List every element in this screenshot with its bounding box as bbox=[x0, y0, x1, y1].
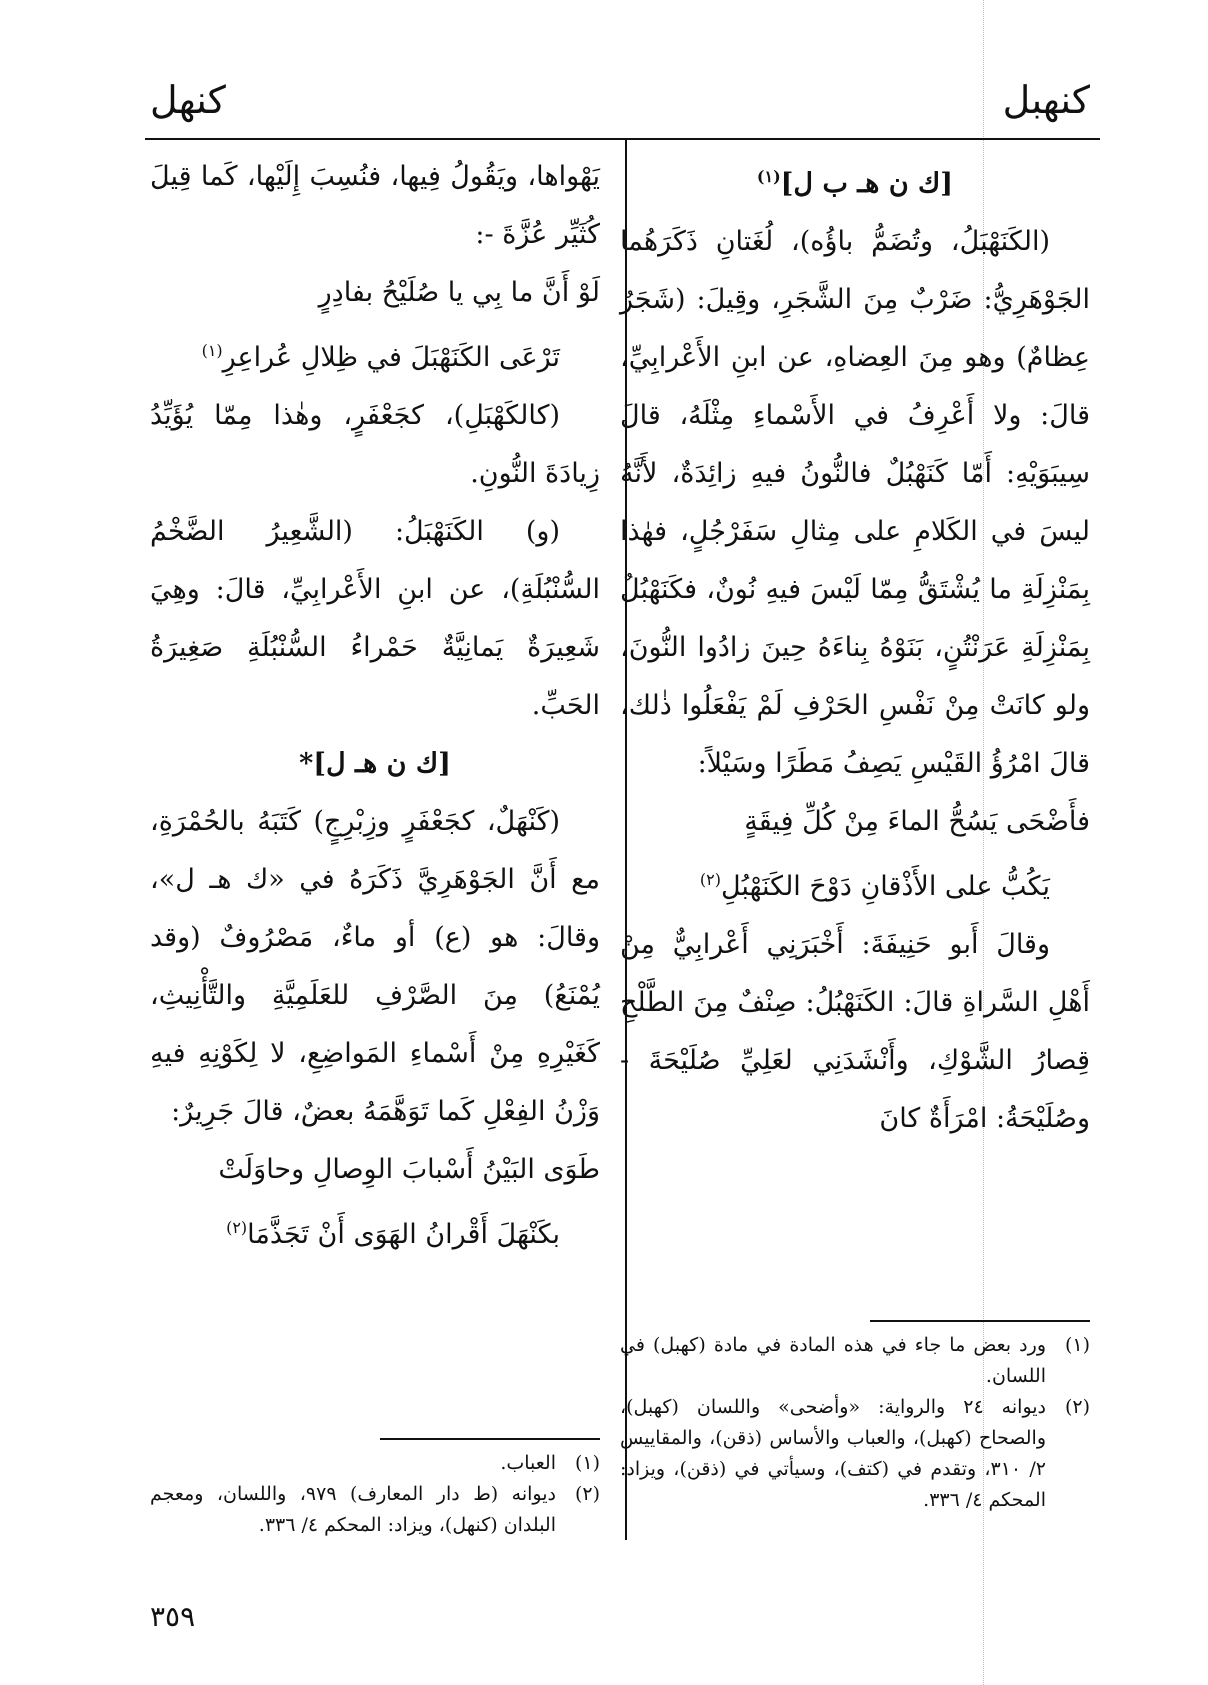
footnote-ref: (١) bbox=[756, 167, 781, 186]
footnote bbox=[620, 1330, 1090, 1392]
footnote-rule bbox=[870, 1320, 1090, 1322]
right-column bbox=[620, 148, 1090, 1148]
footnote-text: ديوانه ٢٤ والرواية: «وأضحى» واللسان (كهبل)، والصحاح (كهبل)، والعباب والأساس (ذقن)، والمقاييس ٢/ ٣١٠، وتقدم في (كتف)، وسيأتي في (ذقن)، ويزاد: المحكم ٤/ ٣٣٦. bbox=[620, 1396, 1047, 1511]
entry-heading-text: [ك ن هـ ب ل] bbox=[780, 168, 954, 199]
footnote bbox=[150, 1448, 600, 1479]
footnote-rule bbox=[380, 1438, 600, 1440]
footnote-number: (١) bbox=[574, 1452, 600, 1474]
footnote-text: ديوانه (ط دار المعارف) ٩٧٩، واللسان، ومعجم البلدان (كنهل)، ويزاد: المحكم ٤/ ٣٣٦. bbox=[150, 1483, 556, 1536]
running-header-right: كنهبل bbox=[1002, 78, 1090, 122]
verse-text: بكَنْهَلَ أَقْرانُ الهَوَى أَنْ تَجَذَّمَا bbox=[247, 1219, 560, 1250]
footnote-ref: (١) bbox=[201, 341, 223, 360]
verse-line: طَوَى البَيْنُ أَسْبابَ الوِصالِ وحاوَلَتْ bbox=[218, 1154, 600, 1185]
verse-line: لَوْ أَنَّ ما بِي يا صُلَيْحُ بفادِرٍ bbox=[318, 277, 600, 308]
header-rule bbox=[145, 138, 1100, 140]
entry-heading-knhl: [ك ن هـ ل]* bbox=[299, 748, 451, 779]
verse-text: يَكُبُّ على الأَذْقانِ دَوْحَ الكَنَهْبُلِ bbox=[720, 871, 1050, 902]
left-column bbox=[150, 148, 600, 1264]
paragraph: (و) الكَنَهْبَلُ: (الشَّعِيرُ الضَّخْمُ السُّنْبُلَةِ)، عن ابنِ الأَعْرابِيِّ، قالَ: وهِيَ شَعِيرَةٌ يَمانِيَّةٌ حَمْراءُ السُّنْبُلَةِ صَغِيرَةُ الحَبِّ. bbox=[150, 516, 600, 721]
footnote-number: (١) bbox=[1064, 1334, 1090, 1356]
paragraph: (الكَنَهْبَلُ، وتُضَمُّ باؤُه)، لُغَتانِ ذَكَرَهُما الجَوْهَرِيُّ: ضَرْبٌ مِنَ الشَّجَرِ، وقِيلَ: (شَجَرٌ عِظامٌ) وهو مِنَ العِضاهِ، عن ابنِ الأَعْرابِيِّ، قالَ: ولا أَعْرِفُ في الأَسْماءِ مِثْلَهُ، قالَ سِيبَوَيْهِ: أَمّا كَنَهْبُلٌ فالنُّونُ فيهِ زائِدَةٌ، لأَنَّهُ ليسَ في الكَلامِ على مِثالِ سَفَرْجُلٍ، فهٰذا بِمَنْزِلَةِ ما يُشْتَقُّ مِمّا لَيْسَ فيهِ نُونٌ، فكَنَهْبُلٌ بِمَنْزِلَةِ عَرَنْتُنٍ، بَنَوْهُ بِناءَهُ حِينَ زادُوا النُّونَ، ولو كانَتْ مِنْ نَفْسِ الحَرْفِ لَمْ يَفْعَلُوا ذٰلك، قالَ امْرُؤُ القَيْسِ يَصِفُ مَطَرًا وسَيْلاً: bbox=[620, 226, 1090, 779]
footnote-text: ورد بعض ما جاء في هذه المادة في مادة (كهبل) في اللسان. bbox=[620, 1334, 1046, 1387]
footnote-text: العباب. bbox=[500, 1452, 556, 1474]
paragraph: يَهْواها، ويَقُولُ فِيها، فنُسِبَ إِلَيْها، كَما قِيلَ كُثَيِّر عُزَّةَ -: bbox=[150, 161, 600, 250]
verse-line bbox=[150, 322, 600, 387]
running-header-left: كنهل bbox=[150, 78, 226, 122]
footnote bbox=[150, 1479, 600, 1541]
footnote bbox=[620, 1392, 1090, 1516]
verse-text: تَرْعَى الكَنَهْبَلَ في ظِلالِ عُراعِرِ bbox=[222, 342, 560, 373]
verse-line bbox=[150, 1199, 600, 1264]
footnote-number: (٢) bbox=[574, 1483, 600, 1505]
footnote-ref: (٢) bbox=[699, 870, 721, 889]
footnote-number: (٢) bbox=[1064, 1396, 1091, 1418]
paragraph: وقالَ أَبو حَنِيفَةَ: أَخْبَرَنِي أَعْرابِيٌّ مِنْ أَهْلِ السَّراةِ قالَ: الكَنَهْبُلُ: صِنْفٌ مِنَ الطَّلْحِ قِصارُ الشَّوْكِ، وأَنْشَدَنِي لعَلِيِّ صُلَيْحَةَ - وصُلَيْحَةُ: امْرَأَةٌ كانَ bbox=[620, 929, 1090, 1134]
entry-heading-knhbl bbox=[620, 148, 1090, 213]
entry-body bbox=[150, 148, 600, 1264]
entry-body bbox=[620, 213, 1090, 1148]
page-number: ٣٥٩ bbox=[150, 1600, 196, 1633]
paragraph: (كَنْهَلٌ، كجَعْفَرٍ وزِبْرِجٍ) كَتَبَهُ بالحُمْرَةِ، مع أَنَّ الجَوْهَرِيَّ ذَكَرَهُ في «ك هـ ل»، وقالَ: هو (ع) أو ماءٌ، مَصْرُوفٌ (وقد يُمْنَعُ) مِنَ الصَّرْفِ للعَلَمِيَّةِ والتَّأْنِيثِ، كَغَيْرِهِ مِنْ أَسْماءِ المَواضِعِ، لا لِكَوْنِهِ فيهِ وَزْنُ الفِعْلِ كَما تَوَهَّمَهُ بعضٌ، قالَ جَرِيرٌ: bbox=[150, 806, 600, 1127]
footnotes-left bbox=[150, 1448, 600, 1541]
verse-line: فأَضْحَى يَسُحُّ الماءَ مِنْ كُلِّ فِيقَةٍ bbox=[744, 806, 1090, 837]
footnote-ref: (٢) bbox=[226, 1218, 248, 1237]
verse-line bbox=[620, 851, 1090, 916]
footnotes-right bbox=[620, 1330, 1090, 1516]
paragraph: (كالكَهْبَلِ)، كجَعْفَرٍ، وهٰذا مِمّا يُؤَيِّدُ زِيادَةَ النُّونِ. bbox=[150, 400, 600, 489]
